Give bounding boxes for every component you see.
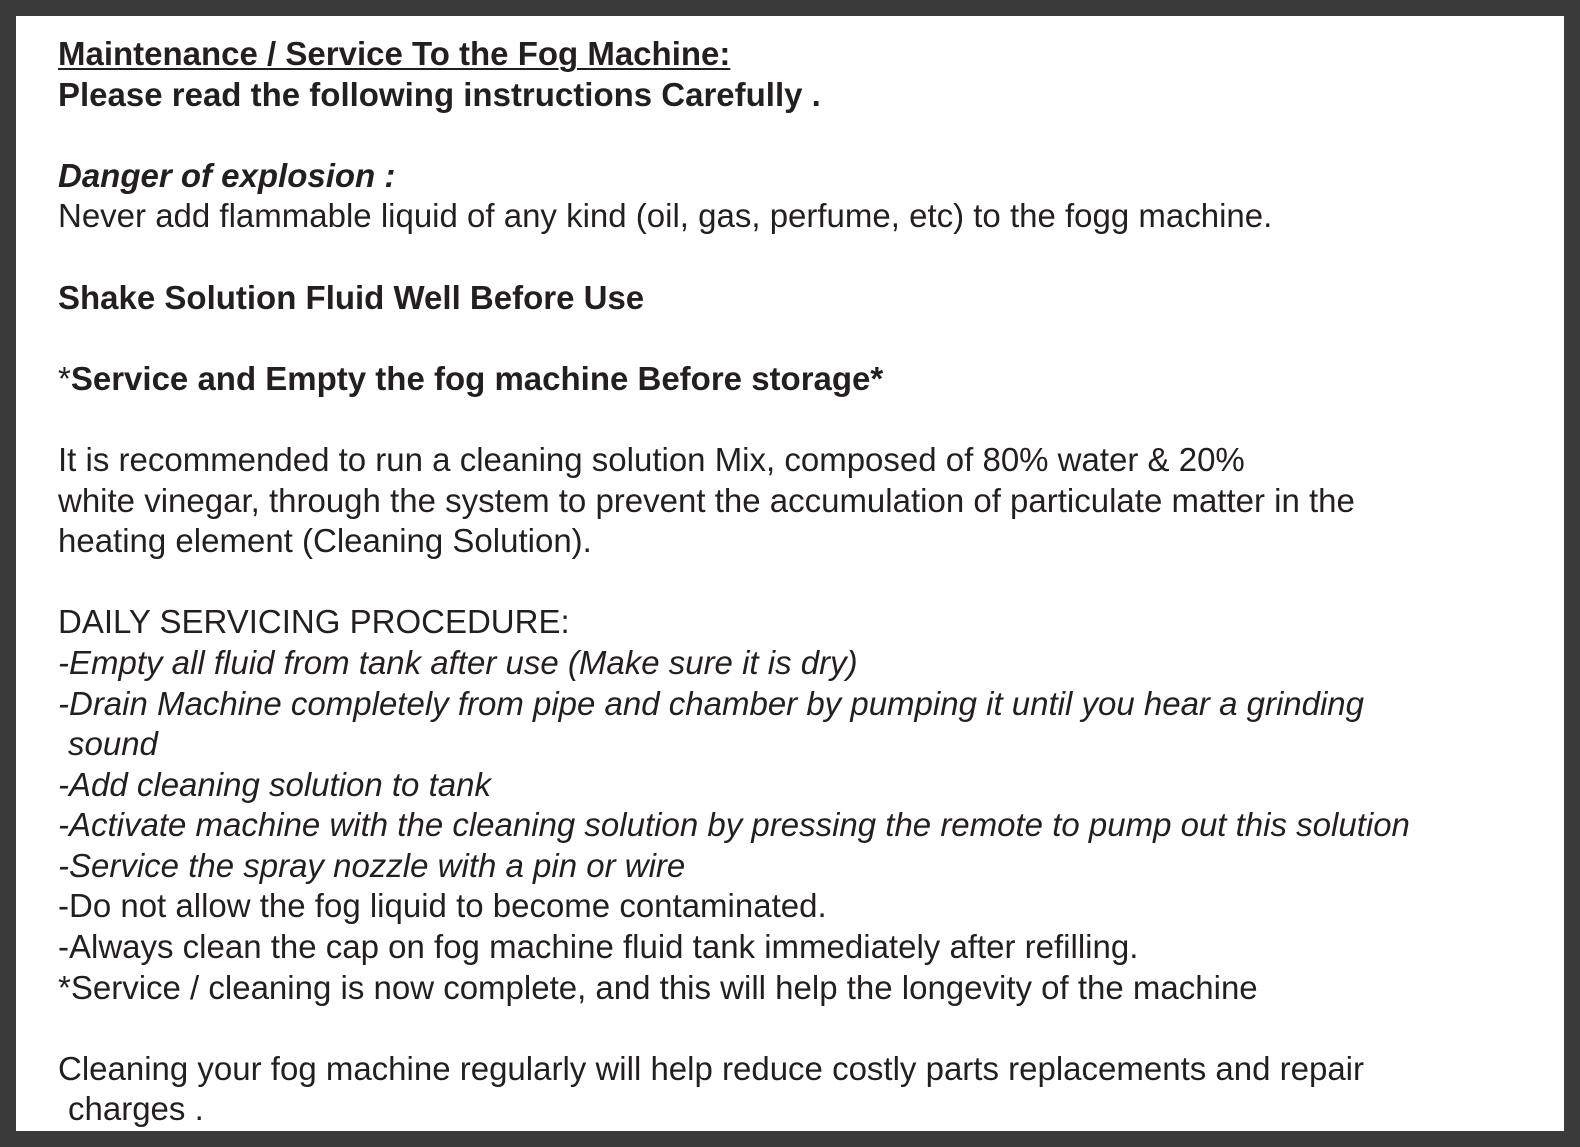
recommendation-line-1: It is recommended to run a cleaning solution Mix, composed of 80% water & 20%: [58, 440, 1245, 478]
procedure-step-7: -Always clean the cap on fog machine fluid tank immediately after refilling.: [58, 928, 1139, 966]
closing-line-1: Cleaning your fog machine regularly will help reduce costly parts replacements and repair: [58, 1049, 1364, 1087]
storage-text: Service and Empty the fog machine Before storage*: [70, 359, 884, 397]
procedure-complete: *Service / cleaning is now complete, and this will help the longevity of the machine: [58, 968, 1258, 1006]
spacer: [58, 237, 1568, 278]
recommendation-line-3: heating element (Cleaning Solution).: [58, 522, 592, 560]
procedure-step-5: -Service the spray nozzle with a pin or wire: [58, 846, 686, 884]
storage-prefix: *: [58, 359, 71, 397]
document-title: Maintenance / Service To the Fog Machine:: [58, 35, 731, 72]
procedure-step-6: -Do not allow the fog liquid to become contaminated.: [58, 887, 827, 925]
spacer: [58, 399, 1568, 440]
danger-heading: Danger of explosion :: [58, 156, 396, 194]
closing-line-2: charges .: [68, 1090, 204, 1128]
procedure-step-2-line-2: sound: [68, 725, 158, 763]
recommendation-line-2: white vinegar, through the system to prevent the accumulation of particulate matter in the: [58, 481, 1355, 519]
procedure-step-2-line-1: -Drain Machine completely from pipe and chamber by pumping it until you hear a grinding: [58, 684, 1365, 722]
shake-notice: Shake Solution Fluid Well Before Use: [58, 278, 645, 316]
procedure-step-4: -Activate machine with the cleaning solution by pressing the remote to pump out this solution: [58, 806, 1410, 844]
storage-notice: [58, 359, 1568, 400]
procedure-step-1: -Empty all fluid from tank after use (Make sure it is dry): [58, 643, 858, 681]
spacer: [58, 318, 1568, 359]
procedure-heading: DAILY SERVICING PROCEDURE:: [58, 603, 570, 641]
spacer: [58, 562, 1568, 603]
document-subtitle: Please read the following instructions Carefully .: [58, 75, 821, 113]
document-body: [58, 34, 1568, 1130]
spacer: [58, 115, 1568, 156]
spacer: [58, 1008, 1568, 1049]
procedure-step-3: -Add cleaning solution to tank: [58, 765, 491, 803]
danger-text: Never add flammable liquid of any kind (oil, gas, perfume, etc) to the fogg machine.: [58, 197, 1273, 235]
